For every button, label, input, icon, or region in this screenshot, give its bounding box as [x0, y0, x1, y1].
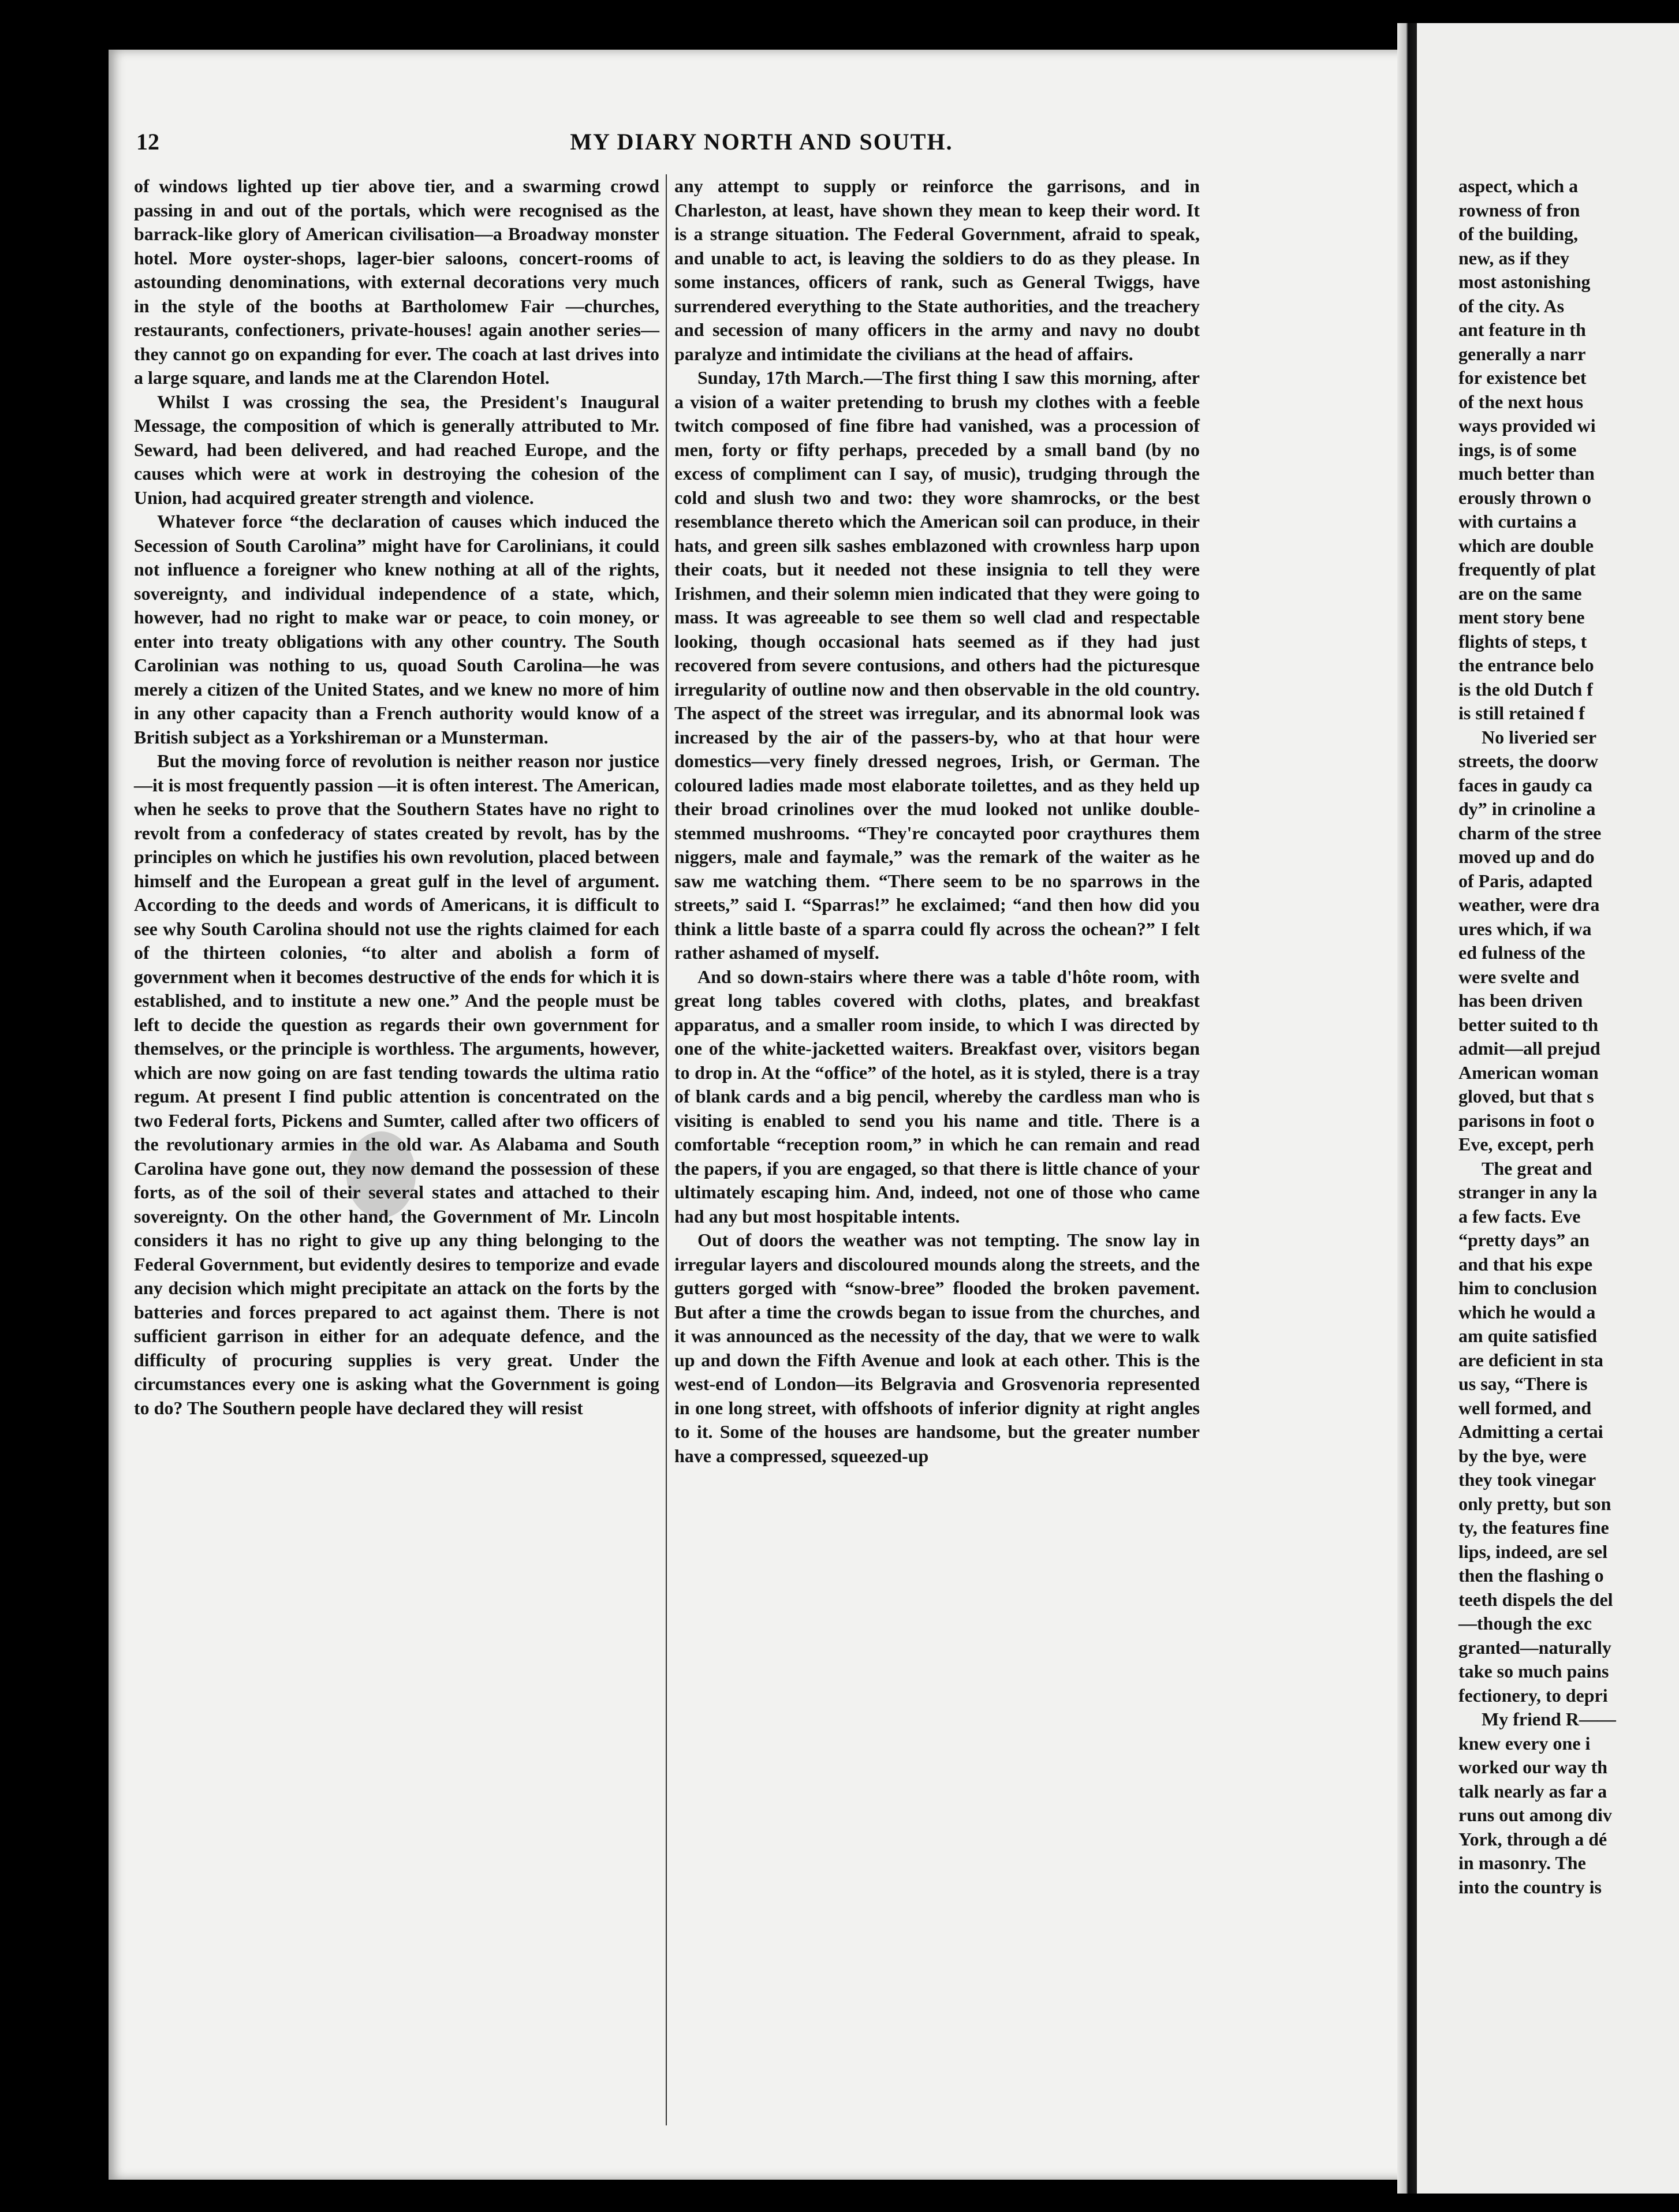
facing-page-line: has been driven	[1458, 990, 1583, 1011]
facing-page-line: dy” in crinoline a	[1458, 798, 1596, 819]
facing-page-line: runs out among div	[1458, 1804, 1612, 1825]
facing-page-line: much better than	[1458, 463, 1595, 484]
page-number: 12	[136, 129, 159, 155]
facing-page-text	[1458, 174, 1679, 1899]
facing-page-line: erously thrown o	[1458, 487, 1591, 508]
running-title: MY DIARY NORTH AND SOUTH.	[570, 129, 953, 155]
facing-page-line: and that his expe	[1458, 1253, 1593, 1275]
facing-page-line: ings, is of some	[1458, 439, 1577, 460]
facing-page-line: ment story bene	[1458, 607, 1585, 627]
facing-page-line: admit—all prejud	[1458, 1038, 1600, 1059]
facing-page-line: aspect, which a	[1458, 175, 1579, 196]
facing-page-line: rowness of fron	[1458, 199, 1580, 221]
facing-page-line: granted—naturally	[1458, 1636, 1611, 1658]
facing-page-line: is the old Dutch f	[1458, 678, 1593, 700]
facing-page-line: faces in gaudy ca	[1458, 774, 1592, 795]
facing-page-line: by the bye, were	[1458, 1445, 1587, 1466]
facing-page-line: take so much pains	[1458, 1661, 1609, 1682]
facing-page-line: streets, the doorw	[1458, 750, 1599, 771]
facing-page-line: new, as if they	[1458, 247, 1569, 268]
facing-page-line: well formed, and	[1458, 1397, 1592, 1418]
facing-page-line: The great and	[1482, 1157, 1592, 1179]
facing-page-line: with curtains a	[1458, 511, 1577, 532]
facing-page-line: of the city. As	[1458, 295, 1565, 316]
facing-page-line: ways provided wi	[1458, 415, 1596, 436]
paragraph: Whatever force “the declaration of causes which induced the Secession of South Carolina” might have for Carolinians, it could not influence a foreigner who knew nothing at all of the rights, sovereignty, and individual independence of a state, which, however, had no right to make war or peace, to coin money, or enter into treaty obligations with any other country. The South Carolinian was nothing to us, quoad South Carolina—he was merely a citizen of the United States, and we knew no more of him in any other capacity than a French authority would know of a British subject as a Yorkshireman or a Munsterman.	[134, 511, 659, 748]
facing-page-line: the entrance belo	[1458, 655, 1594, 675]
facing-page-line: My friend R——	[1482, 1709, 1616, 1729]
facing-page-line: of Paris, adapted	[1458, 870, 1592, 891]
facing-page-line: worked our way th	[1458, 1757, 1608, 1777]
facing-page-line: fectionery, to depri	[1458, 1684, 1608, 1706]
facing-page-line: talk nearly as far a	[1458, 1780, 1607, 1802]
facing-page-line: frequently of plat	[1458, 559, 1596, 580]
facing-page-line: were svelte and	[1458, 966, 1580, 987]
facing-page-line: a few facts. Eve	[1458, 1205, 1581, 1227]
facing-page-line: which he would a	[1458, 1301, 1596, 1322]
text-column-right	[674, 174, 1200, 1468]
facing-page-line: they took vinegar	[1458, 1469, 1596, 1490]
paragraph: But the moving force of revolution is neither reason nor justice—it is most frequently passion —it is often interest. The American, when he seeks to prove that the Southern States have no right to revolt from a confederacy of states created by revolt, has by the principles on which he justifies his own revolution, placed between himself and the European a great gulf in the level of argument. According to the deeds and words of Americans, it is difficult to see why South Carolina should not use the rights claimed for each of the thirteen colonies, “to alter and abolish a form of government when it becomes destructive of the ends for which it is established, and to institute a new one.” And the people must be left to decide the question as regards their own government for themselves, or the principle is worthless. The arguments, however, which are now going on are fast tending towards the ultima ratio regum. At present I find public attention is concentrated on the two Federal forts, Pickens and Sumter, called after two officers of the revolutionary armies in the old war. As Alabama and South Carolina have gone out, they now demand the possession of these forts, as of the soil of their several states and attached to their sovereignty. On the other hand, the Government of Mr. Lincoln considers it has no right to give up any thing belonging to the Federal Government, but evidently desires to temporize and evade any decision which might precipitate an attack on the forts by the batteries and forces prepared to act against them. There is not sufficient garrison in either for an adequate defence, and the difficulty of procuring supplies is very great. Under the circumstances every one is asking what the Government is going to do? The Southern people have declared they will resist	[134, 750, 659, 1418]
facing-page-line: are on the same	[1458, 582, 1582, 604]
facing-page-line: us say, “There is	[1458, 1373, 1588, 1394]
facing-page-line: lips, indeed, are sel	[1458, 1541, 1608, 1562]
facing-page-line: am quite satisfied	[1458, 1325, 1597, 1346]
facing-page-line: ures which, if wa	[1458, 918, 1592, 939]
facing-page-line: knew every one i	[1458, 1732, 1591, 1754]
facing-page-line: charm of the stree	[1458, 822, 1602, 843]
paragraph: Out of doors the weather was not tempting. The snow lay in irregular layers and discoloured mounds along the streets, and the gutters gorged with “snow-bree” flooded the broken pavement. But after a time the crowds began to issue from the churches, and it was announced as the necessity of the day, that we were to walk up and down the Fifth Avenue and look at each other. This is the west-end of London—its Belgravia and Grosvenoria represented in one long street, with offshoots of inferior dignity at right angles to it. Some of the houses are handsome, but the greater number have a compressed, squeezed-up	[674, 1230, 1200, 1466]
facing-page-line: then the flashing o	[1458, 1565, 1604, 1586]
facing-page-line: moved up and do	[1458, 846, 1595, 867]
facing-page-line: is still retained f	[1458, 703, 1585, 723]
facing-page-line: Eve, except, perh	[1458, 1134, 1594, 1154]
facing-page-line: only pretty, but son	[1458, 1493, 1611, 1514]
facing-page-line: York, through a dé	[1458, 1828, 1607, 1849]
facing-page-line: parisons in foot o	[1458, 1109, 1595, 1131]
facing-page-line: in masonry. The	[1458, 1852, 1586, 1873]
facing-page-line: of the next hous	[1458, 391, 1584, 412]
facing-page-line: No liveried ser	[1482, 726, 1597, 748]
paragraph: Whilst I was crossing the sea, the President's Inaugural Message, the composition of which is generally attributed to Mr. Seward, had been delivered, and had reached Europe, and the causes which were at work in destroying the cohesion of the Union, had acquired greater strength and violence.	[134, 391, 659, 508]
facing-page-line: for existence bet	[1458, 367, 1587, 388]
facing-page-line: gloved, but that s	[1458, 1086, 1594, 1107]
page-header	[0, 128, 1679, 163]
facing-page-line: “pretty days” an	[1458, 1230, 1590, 1250]
paragraph: any attempt to supply or reinforce the garrisons, and in Charleston, at least, have shown they mean to keep their word. It is a strange situation. The Federal Government, afraid to speak, and unable to act, is leaving the soldiers to do as they please. In some instances, officers of rank, such as General Twiggs, have surrendered everything to the State authorities, and the treachery and secession of many officers in the army and navy no doubt paralyze and intimidate the civilians at the head of affairs.	[674, 175, 1200, 364]
book-gutter	[1397, 23, 1417, 2194]
facing-page-line: weather, were dra	[1458, 894, 1600, 915]
facing-page-line: into the country is	[1458, 1876, 1602, 1897]
facing-page-line: better suited to th	[1458, 1014, 1599, 1035]
facing-page-line: —though the exc	[1458, 1613, 1592, 1634]
facing-page-line: most astonishing	[1458, 271, 1591, 292]
facing-page-line: stranger in any la	[1458, 1182, 1598, 1202]
paragraph: And so down-stairs where there was a table d'hôte room, with great long tables covered with cloths, plates, and breakfast apparatus, and a smaller room inside, to which I was directed by one of the white-jacketted waiters. Breakfast over, visitors began to drop in. At the “office” of the hotel, as it is styled, there is a tray of blank cards and a big pencil, whereby the cardless man who is visiting is enabled to send you his name and title. There is a comfortable “reception room,” in which he can remain and read the papers, if you are engaged, so that there is little chance of your ultimately escaping him. And, indeed, not one of those who came had any but most hospitable intents.	[674, 966, 1200, 1227]
facing-page-line: teeth dispels the del	[1458, 1589, 1613, 1610]
column-rule	[666, 174, 667, 2125]
facing-page-line: ty, the features fine	[1458, 1517, 1609, 1538]
text-column-left	[134, 174, 659, 1420]
paragraph: Sunday, 17th March.—The first thing I saw this morning, after a vision of a waiter pretending to brush my clothes with a feeble twitch composed of fine fibre had vanished, was a procession of men, forty or fifty perhaps, preceded by a small band (by no excess of compliment can I say, of music), trudging through the cold and slush two and two: they wore shamrocks, or the best resemblance thereto which the American soil can produce, in their hats, and green silk sashes emblazoned with crownless harp upon their coats, but it needed not these insignia to tell they were Irishmen, and their solemn mien indicated that they were going to mass. It was agreeable to see them so well clad and respectable looking, though occasional hats seemed as if they had just recovered from severe contusions, and others had the picturesque irregularity of outline now and then observable in the old country. The aspect of the street was irregular, and its abnormal look was increased by the air of the passers-by, who at that hour were domestics—very finely dressed negroes, Irish, or German. The coloured ladies made most elaborate toilettes, and as they held up their broad crinolines over the mud looked not unlike double-stemmed mushrooms. “They're concayted poor craythures them niggers, male and faymale,” was the remark of the waiter as he saw me watching them. “There seem to be no sparrows in the streets,” said I. “Sparras!” he exclaimed; “and then how did you think a little baste of a sparra could fly across the ochean?” I felt rather ashamed of myself.	[674, 367, 1200, 963]
facing-page-line: American woman	[1458, 1062, 1599, 1083]
facing-page-line: ant feature in th	[1458, 319, 1586, 340]
paragraph: of windows lighted up tier above tier, and a swarming crowd passing in and out of the portals, which were recognised as the barrack-like glory of American civilisation—a Broadway monster hotel. More oyster-shops, lager-bier saloons, concert-rooms of astounding denominations, with external decorations very much in the style of the booths at Bartholomew Fair —churches, restaurants, confectioners, private-houses! again another series—they cannot go on expanding for ever. The coach at last drives into a large square, and lands me at the Clarendon Hotel.	[134, 175, 659, 388]
facing-page-line: which are double	[1458, 535, 1594, 556]
facing-page-line: him to conclusion	[1458, 1277, 1598, 1298]
facing-page-line: Admitting a certai	[1458, 1421, 1603, 1442]
facing-page-line: generally a narr	[1458, 343, 1586, 364]
facing-page-line: are deficient in sta	[1458, 1349, 1603, 1370]
facing-page-line: ed fulness of the	[1458, 942, 1585, 963]
facing-page-line: flights of steps, t	[1458, 630, 1587, 652]
facing-page-line: of the building,	[1458, 223, 1579, 244]
